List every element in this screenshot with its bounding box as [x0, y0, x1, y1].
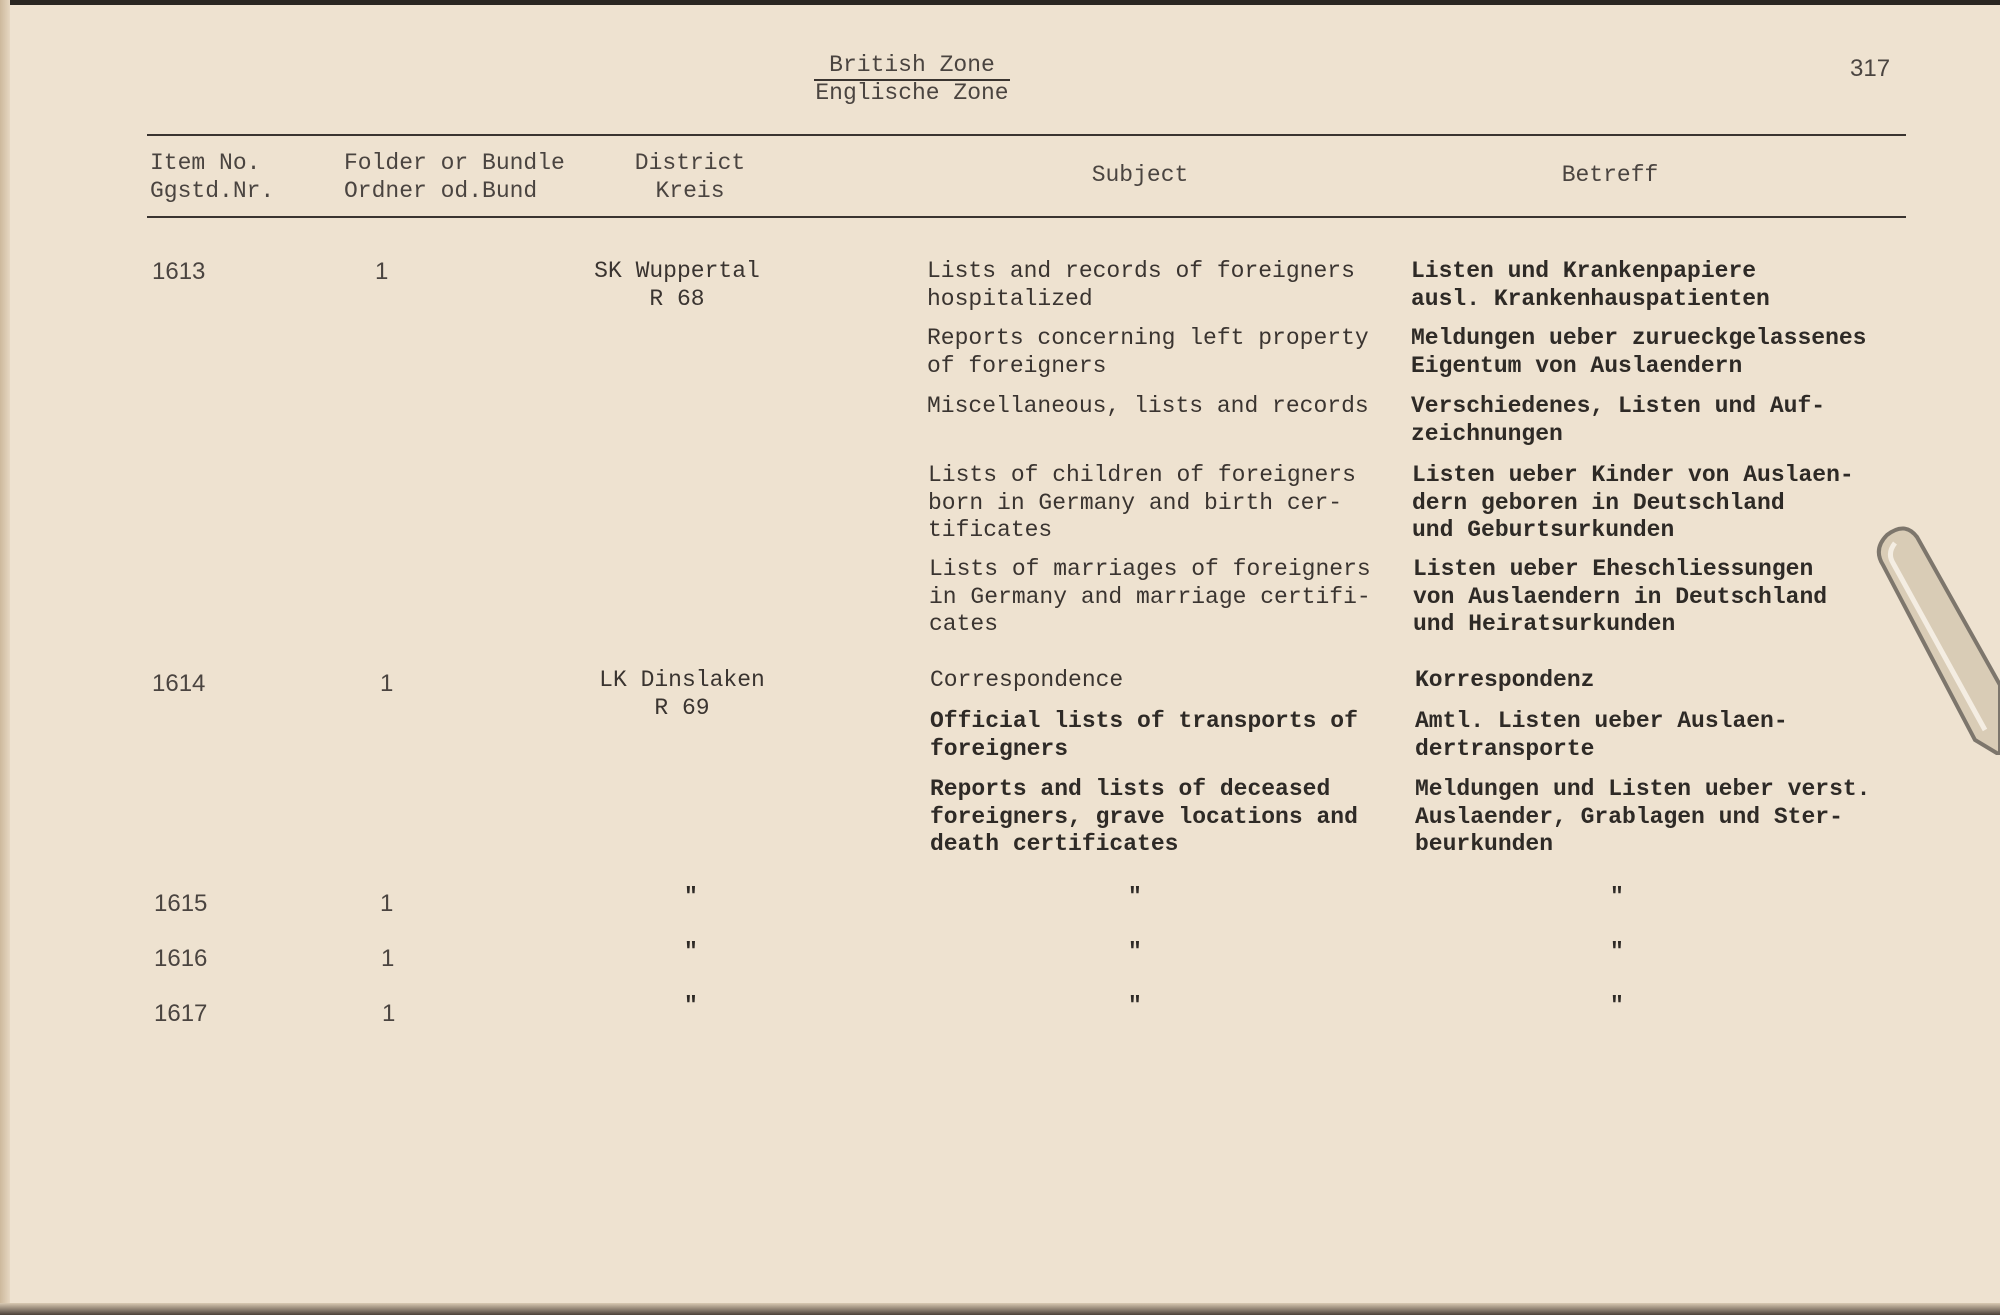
item-number: 1613: [152, 258, 206, 285]
column-header-betreff: Betreff: [1561, 162, 1659, 188]
subject: Lists of children of foreigners born in Germany and birth cer- tificates: [928, 462, 1356, 543]
betreff-ditto: ": [1610, 884, 1624, 910]
betreff: Verschiedenes, Listen und Auf- zeichnungen: [1411, 393, 1826, 447]
column-header-item: Item No. Ggstd.Nr.: [150, 150, 275, 204]
subject: Correspondence: [930, 667, 1124, 693]
column-header-subject: Subject: [1091, 162, 1189, 188]
subject: Reports and lists of deceased foreigners, grave locations and death certificates: [930, 776, 1358, 857]
betreff: Meldungen und Listen ueber verst. Auslaender, Grablagen und Ster- beurkunden: [1415, 776, 1871, 857]
subject: Reports concerning left property of foreigners: [927, 325, 1369, 379]
page-number: 317: [1850, 55, 1891, 82]
betreff-ditto: ": [1610, 993, 1624, 1019]
subject: Official lists of transports of foreigners: [930, 708, 1358, 762]
page-subtitle: Englische Zone: [815, 80, 1009, 106]
item-number: 1616: [154, 945, 208, 972]
subject-ditto: ": [1128, 884, 1142, 910]
district-ditto: ": [684, 939, 698, 965]
header-bottom-rule: [147, 216, 1906, 218]
item-number: 1614: [152, 670, 206, 697]
betreff: Meldungen ueber zurueckgelassenes Eigentum von Auslaendern: [1411, 325, 1867, 379]
scan-top-border: [0, 0, 2000, 5]
subject-ditto: ": [1128, 993, 1142, 1019]
folder-number: 1: [380, 670, 394, 697]
betreff: Listen und Krankenpapiere ausl. Krankenhauspatienten: [1411, 258, 1770, 312]
betreff: Listen ueber Kinder von Auslaen- dern geboren in Deutschland und Geburtsurkunden: [1412, 462, 1854, 543]
scan-bottom-edge: [0, 1303, 2000, 1315]
page-binding-edge: [0, 0, 10, 1315]
folder-number: 1: [382, 1000, 396, 1027]
betreff: Amtl. Listen ueber Auslaen- dertransporte: [1415, 708, 1788, 762]
folder-number: 1: [375, 258, 389, 285]
column-header-district: District Kreis: [634, 150, 746, 204]
district-ditto: ": [684, 993, 698, 1019]
folder-number: 1: [381, 945, 395, 972]
item-number: 1615: [154, 890, 208, 917]
betreff: Listen ueber Eheschliessungen von Auslaendern in Deutschland und Heiratsurkunden: [1413, 556, 1828, 637]
pen-pointer-icon: [1875, 525, 2000, 755]
subject: Lists and records of foreigners hospitalized: [927, 258, 1355, 312]
district: LK Dinslaken R 69: [599, 667, 765, 721]
district-ditto: ": [684, 884, 698, 910]
page-title: British Zone: [829, 52, 995, 78]
subject: Lists of marriages of foreigners in Germany and marriage certifi- cates: [929, 556, 1371, 637]
betreff-ditto: ": [1610, 939, 1624, 965]
column-header-folder: Folder or Bundle Ordner od.Bund: [344, 150, 565, 204]
subject: Miscellaneous, lists and records: [927, 393, 1369, 419]
district: SK Wuppertal R 68: [594, 258, 760, 312]
header-top-rule: [147, 134, 1906, 136]
betreff: Korrespondenz: [1415, 667, 1595, 693]
subject-ditto: ": [1128, 939, 1142, 965]
item-number: 1617: [154, 1000, 208, 1027]
folder-number: 1: [380, 890, 394, 917]
